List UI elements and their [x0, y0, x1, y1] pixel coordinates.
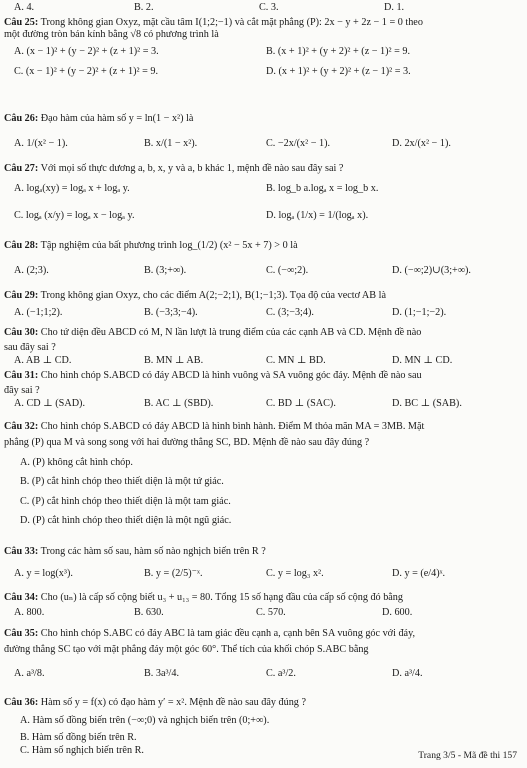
option-d: D. a³/4. — [392, 667, 423, 679]
option-d: D. (x + 1)² + (y + 2)² + (z − 1)² = 3. — [266, 65, 411, 77]
question-text-cont: phẳng (P) qua M và song song với hai đường thẳng SC, BD. Mệnh đề nào sau đây đúng ? — [4, 437, 370, 449]
option-b: B. 3a³/4. — [144, 667, 180, 679]
question-34 — [4, 592, 521, 620]
question-35 — [4, 628, 521, 681]
option-c: C. 570. — [256, 607, 286, 619]
question-26 — [4, 113, 521, 151]
option-c: C. (P) cắt hình chóp theo thiết diện là một tam giác. — [20, 495, 231, 507]
option-d: D. y = (e/4)ˣ. — [392, 568, 446, 580]
question-25 — [4, 17, 521, 79]
question-29 — [4, 290, 521, 320]
option-a: A. CD ⊥ (SAD). — [14, 397, 85, 409]
option-a: A. (−1;1;2). — [14, 307, 63, 319]
question-text: Hàm số y = f(x) có đạo hàm y′ = x². Mệnh đề nào sau đây đúng ? — [40, 697, 306, 708]
option-d: D. 600. — [382, 607, 413, 619]
option-a: A. 1/(x² − 1). — [14, 138, 68, 150]
option-b: B. y = (2/5)⁻ˣ. — [144, 568, 203, 580]
question-number: Câu 26: — [4, 113, 39, 124]
question-30 — [4, 327, 521, 368]
option-c: C. Hàm số nghịch biến trên R. — [20, 745, 144, 757]
question-number: Câu 25: — [4, 17, 39, 28]
option-c: C. a³/2. — [266, 667, 296, 679]
option-a: A. 800. — [14, 607, 45, 619]
question-27 — [4, 163, 521, 223]
question-number: Câu 33: — [4, 546, 39, 557]
question-36 — [4, 697, 521, 758]
question-text: Trong các hàm số sau, hàm số nào nghịch biến trên R ? — [40, 546, 266, 557]
question-number: Câu 32: — [4, 421, 39, 432]
question-28 — [4, 240, 521, 278]
option-b: B. AC ⊥ (SBD). — [144, 397, 214, 409]
option-d: D. logₐ (1/x) = 1/(logₐ x). — [266, 210, 369, 222]
question-text: Đạo hàm của hàm số y = ln(1 − x²) là — [40, 113, 194, 124]
option-c: C. (3;−3;4). — [266, 307, 314, 319]
question-number: Câu 36: — [4, 697, 39, 708]
question-32 — [4, 421, 521, 528]
question-text: Cho (uₙ) là cấp số cộng biết u₃ + u₁₃ = 80. Tổng 15 số hạng đầu của cấp số cộng đó bằng — [40, 592, 403, 603]
option-b: B. (P) cắt hình chóp theo thiết diện là một tứ giác. — [20, 476, 224, 488]
option-d: D. BC ⊥ (SAB). — [392, 397, 462, 409]
question-text-cont: đây sai ? — [4, 385, 40, 397]
option-a: A. (2;3). — [14, 265, 49, 277]
page-footer: Trang 3/5 - Mã đề thi 157 — [418, 750, 517, 762]
question-number: Câu 30: — [4, 327, 39, 338]
option-a: A. 4. — [14, 2, 35, 13]
question-text-cont: một đường tròn bán kính bằng √8 có phương trình là — [4, 29, 219, 41]
question-24-options — [4, 2, 521, 15]
option-c: C. y = log₃ x². — [266, 568, 324, 580]
option-b: B. x/(1 − x²). — [144, 138, 198, 150]
option-c: C. 3. — [259, 2, 279, 13]
option-c: C. MN ⊥ BD. — [266, 354, 326, 366]
option-a: A. AB ⊥ CD. — [14, 354, 72, 366]
question-number: Câu 34: — [4, 592, 39, 603]
option-c: C. (−∞;2). — [266, 265, 309, 277]
option-a: A. (P) không cắt hình chóp. — [20, 456, 133, 468]
question-text-cont: sau đây sai ? — [4, 342, 56, 354]
question-number: Câu 35: — [4, 628, 39, 639]
option-b: B. MN ⊥ AB. — [144, 354, 204, 366]
option-b: B. Hàm số đồng biến trên R. — [20, 731, 137, 743]
question-text: Với mọi số thực dương a, b, x, y và a, b khác 1, mệnh đề nào sau đây sai ? — [40, 163, 344, 174]
question-text: Trong không gian Oxyz, cho các điểm A(2;−2;1), B(1;−1;3). Tọa độ của vectơ AB là — [40, 290, 386, 301]
option-a: A. y = log(x³). — [14, 568, 73, 580]
question-number: Câu 28: — [4, 240, 39, 251]
option-a: A. a³/8. — [14, 667, 45, 679]
question-text: Tập nghiệm của bất phương trình log_(1/2) (x² − 5x + 7) > 0 là — [40, 240, 298, 251]
question-text: Cho hình chóp S.ABCD có đáy ABCD là hình vuông và SA vuông góc đáy. Mệnh đề nào sau — [40, 370, 422, 381]
option-d: D. (−∞;2)∪(3;+∞). — [392, 265, 471, 277]
option-b: B. log_b a.logₐ x = log_b x. — [266, 183, 379, 195]
option-d: D. (P) cắt hình chóp theo thiết diện là một ngũ giác. — [20, 515, 232, 527]
question-text: Cho tứ diện đều ABCD có M, N lần lượt là trung điểm của các cạnh AB và CD. Mệnh đề nào — [40, 327, 422, 338]
question-number: Câu 31: — [4, 370, 39, 381]
option-c: C. (x − 1)² + (y − 2)² + (z + 1)² = 9. — [14, 65, 159, 77]
option-b: B. (3;+∞). — [144, 265, 187, 277]
option-b: B. 630. — [134, 607, 164, 619]
option-d: D. (1;−1;−2). — [392, 307, 447, 319]
option-c: C. logₐ (x/y) = logₐ x − logₐ y. — [14, 210, 135, 222]
question-33 — [4, 546, 521, 581]
option-b: B. (x + 1)² + (y + 2)² + (z − 1)² = 9. — [266, 45, 411, 57]
question-text-cont: đường thẳng SC tạo với mặt phẳng đáy một góc 60°. Thể tích của khối chóp S.ABC bằng — [4, 644, 369, 656]
option-b: B. (−3;3;−4). — [144, 307, 198, 319]
question-number: Câu 27: — [4, 163, 39, 174]
option-a: A. logₐ(xy) = logₐ x + logₐ y. — [14, 183, 130, 195]
question-text: Cho hình chóp S.ABC có đáy ABC là tam giác đều cạnh a, cạnh bên SA vuông góc với đáy, — [40, 628, 416, 639]
question-text: Trong không gian Oxyz, mặt cầu tâm I(1;2;−1) và cắt mặt phẳng (P): 2x − y + 2z − 1 = 0 theo — [40, 17, 423, 28]
option-a: A. (x − 1)² + (y − 2)² + (z + 1)² = 3. — [14, 45, 159, 57]
question-text: Cho hình chóp S.ABCD có đáy ABCD là hình bình hành. Điểm M thỏa mãn MA = 3MB. Mặt — [40, 421, 425, 432]
question-number: Câu 29: — [4, 290, 39, 301]
option-c: C. −2x/(x² − 1). — [266, 138, 331, 150]
option-d: D. 2x/(x² − 1). — [392, 138, 451, 150]
question-31 — [4, 370, 521, 411]
option-b: B. 2. — [134, 2, 154, 13]
option-c: C. BD ⊥ (SAC). — [266, 397, 336, 409]
option-d: D. 1. — [384, 2, 405, 13]
option-a: A. Hàm số đồng biến trên (−∞;0) và nghịch biến trên (0;+∞). — [20, 715, 270, 727]
option-d: D. MN ⊥ CD. — [392, 354, 453, 366]
